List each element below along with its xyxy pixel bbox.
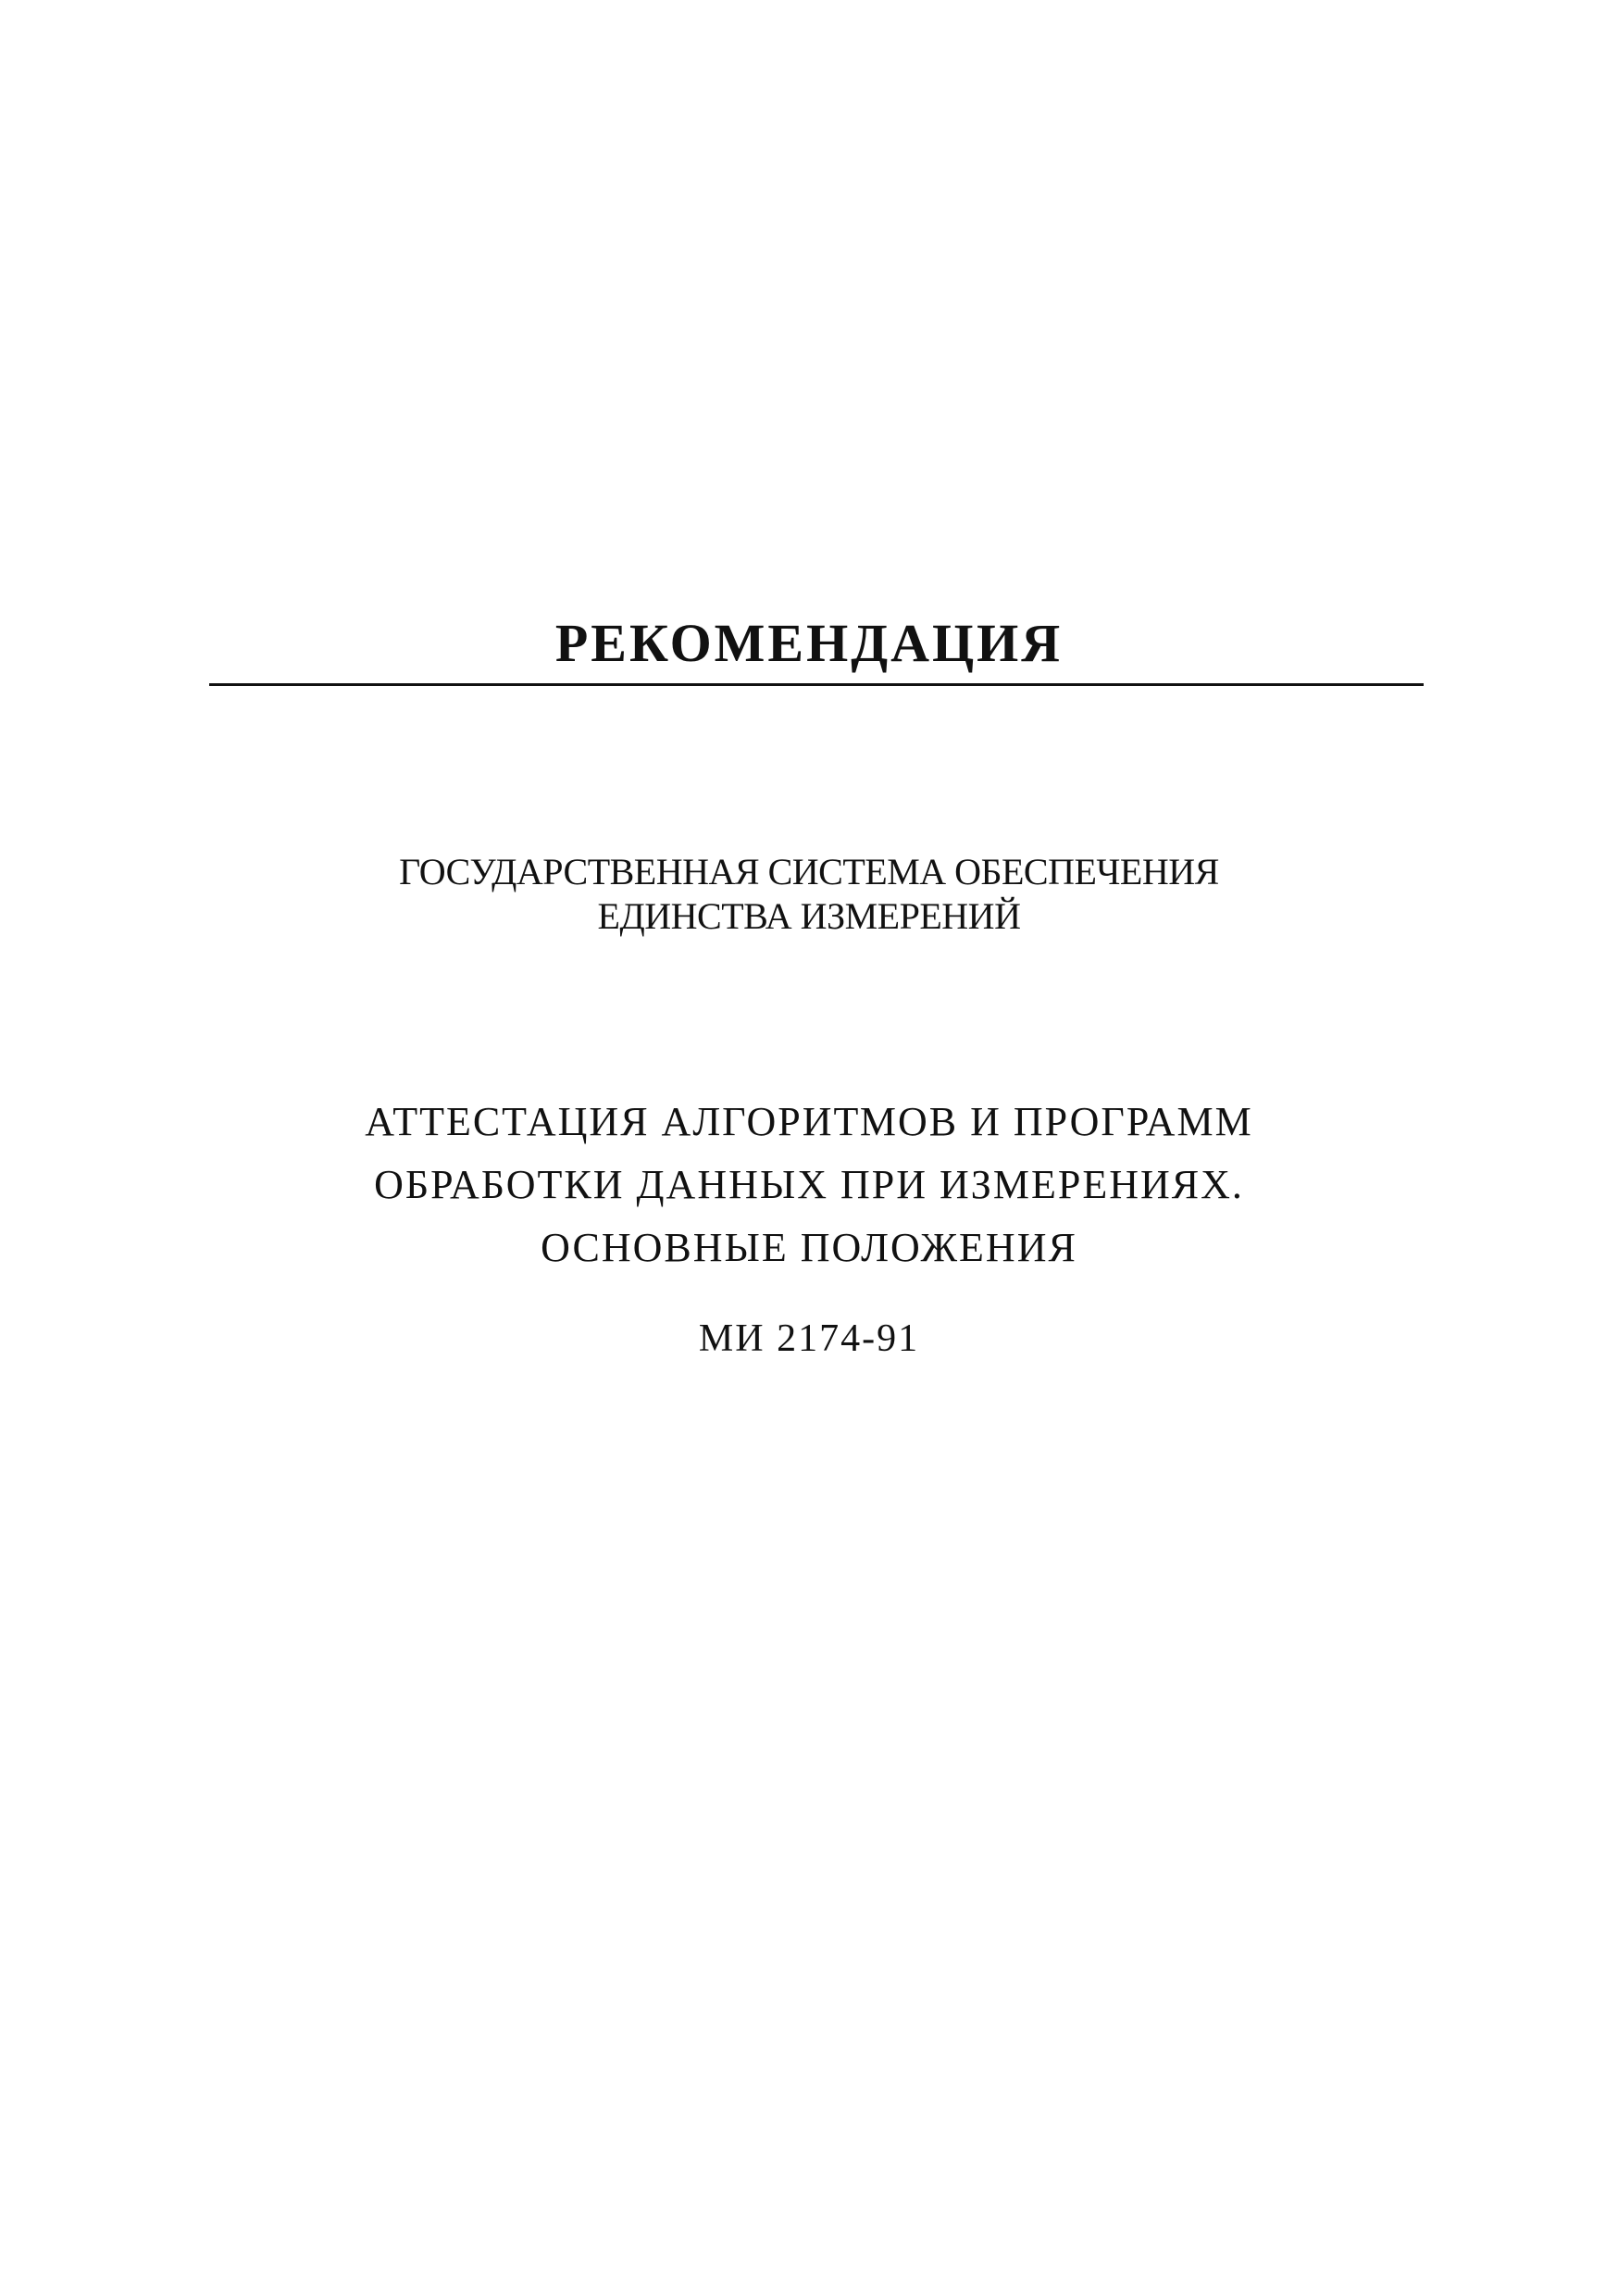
main-title-line-3: ОСНОВНЫЕ ПОЛОЖЕНИЯ — [541, 1225, 1077, 1270]
document-type-heading: РЕКОМЕНДАЦИЯ — [554, 613, 1064, 673]
system-title-line-1: ГОСУДАРСТВЕННАЯ СИСТЕМА ОБЕСПЕЧЕНИЯ — [399, 851, 1219, 892]
heading-divider — [209, 683, 1424, 686]
main-title-line-1: АТТЕСТАЦИЯ АЛГОРИТМОВ И ПРОГРАММ — [365, 1099, 1253, 1144]
system-title-line-2: ЕДИНСТВА ИЗМЕРЕНИЙ — [597, 895, 1021, 937]
main-title-line-2: ОБРАБОТКИ ДАННЫХ ПРИ ИЗМЕРЕНИЯХ. — [374, 1162, 1244, 1207]
document-code: МИ 2174-91 — [698, 1317, 920, 1360]
main-title — [0, 1091, 1618, 1279]
system-title — [0, 850, 1618, 939]
